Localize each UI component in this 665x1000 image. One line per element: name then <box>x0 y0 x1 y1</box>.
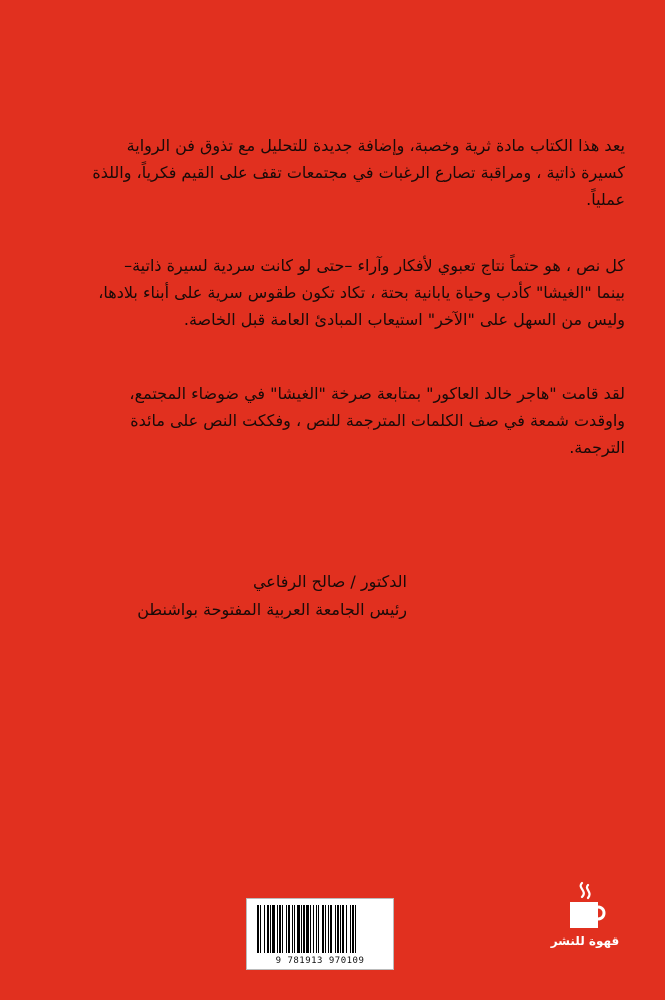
paragraph-line: وليس من السهل على "الآخر" استيعاب المبادئ العامة قبل الخاصة. <box>183 310 625 329</box>
paragraph-line: الترجمة. <box>569 438 625 457</box>
barcode-bar <box>282 905 283 953</box>
paragraph-3 <box>129 380 625 461</box>
barcode-bar <box>342 905 344 953</box>
paragraph-line: عملياً. <box>586 190 625 209</box>
paragraph-line: بينما "الغيشا" كأدب وحياة يابانية بحتة ، تكاد تكون طقوس سرية على أبناء بلادها، <box>98 283 625 302</box>
coffee-cup-icon <box>562 880 608 932</box>
barcode-bar <box>322 905 324 953</box>
barcode-bar <box>310 905 311 953</box>
signature-title: رئيس الجامعة العربية المفتوحة بواشنطن <box>137 600 407 619</box>
barcode-bar <box>340 905 341 953</box>
barcode-bar <box>264 905 265 953</box>
barcode-bar <box>303 905 305 953</box>
barcode-bar <box>335 905 336 953</box>
isbn-barcode <box>246 898 394 970</box>
barcode-bar <box>272 905 275 953</box>
publisher-name: قهوة للنشر <box>550 934 620 948</box>
barcode-bar <box>292 905 293 953</box>
barcode-bar <box>279 905 281 953</box>
paragraph-line: واوقدت شمعة في صف الكلمات المترجمة للنص ، وفككت النص على مائدة <box>130 411 625 430</box>
barcode-bar <box>277 905 278 953</box>
paragraph-2 <box>98 252 625 333</box>
barcode-bars <box>257 905 385 953</box>
paragraph-line: كل نص ، هو حتماً نتاج تعبوي لأفكار وآراء –حتى لو كانت سردية لسيرة ذاتية– <box>124 256 625 275</box>
barcode-bar <box>330 905 332 953</box>
barcode-bar <box>355 905 356 953</box>
publisher-logo <box>540 880 630 948</box>
barcode-bar <box>346 905 347 953</box>
barcode-bar <box>294 905 295 953</box>
barcode-bar <box>352 905 354 953</box>
barcode-bar <box>316 905 317 953</box>
barcode-bar <box>267 905 269 953</box>
barcode-bar <box>325 905 326 953</box>
paragraph-line: لقد قامت "هاجر خالد العاكور" بمتابعة صرخة "الغيشا" في ضوضاء المجتمع، <box>129 384 625 403</box>
barcode-bar <box>301 905 302 953</box>
barcode-bar <box>306 905 309 953</box>
paragraph-line: يعد هذا الكتاب مادة ثرية وخصبة، وإضافة جديدة للتحليل مع تذوق فن الرواية <box>126 136 625 155</box>
barcode-bar <box>318 905 319 953</box>
barcode-bar <box>288 905 290 953</box>
barcode-number: 9 781913 970109 <box>275 956 365 966</box>
barcode-bar <box>313 905 314 953</box>
barcode-bar <box>297 905 300 953</box>
barcode-bar <box>257 905 259 953</box>
barcode-bar <box>260 905 261 953</box>
barcode-bar <box>337 905 339 953</box>
barcode-bar <box>350 905 351 953</box>
signature-name: الدكتور / صالح الرفاعي <box>252 572 407 591</box>
paragraph-line: كسيرة ذاتية ، ومراقبة تصارع الرغبات في مجتمعات تقف على القيم فكرياً، واللذة <box>92 163 625 182</box>
paragraph-1 <box>92 132 625 213</box>
barcode-bar <box>270 905 271 953</box>
barcode-bar <box>286 905 287 953</box>
barcode-bar <box>328 905 329 953</box>
signature-block <box>137 568 407 624</box>
